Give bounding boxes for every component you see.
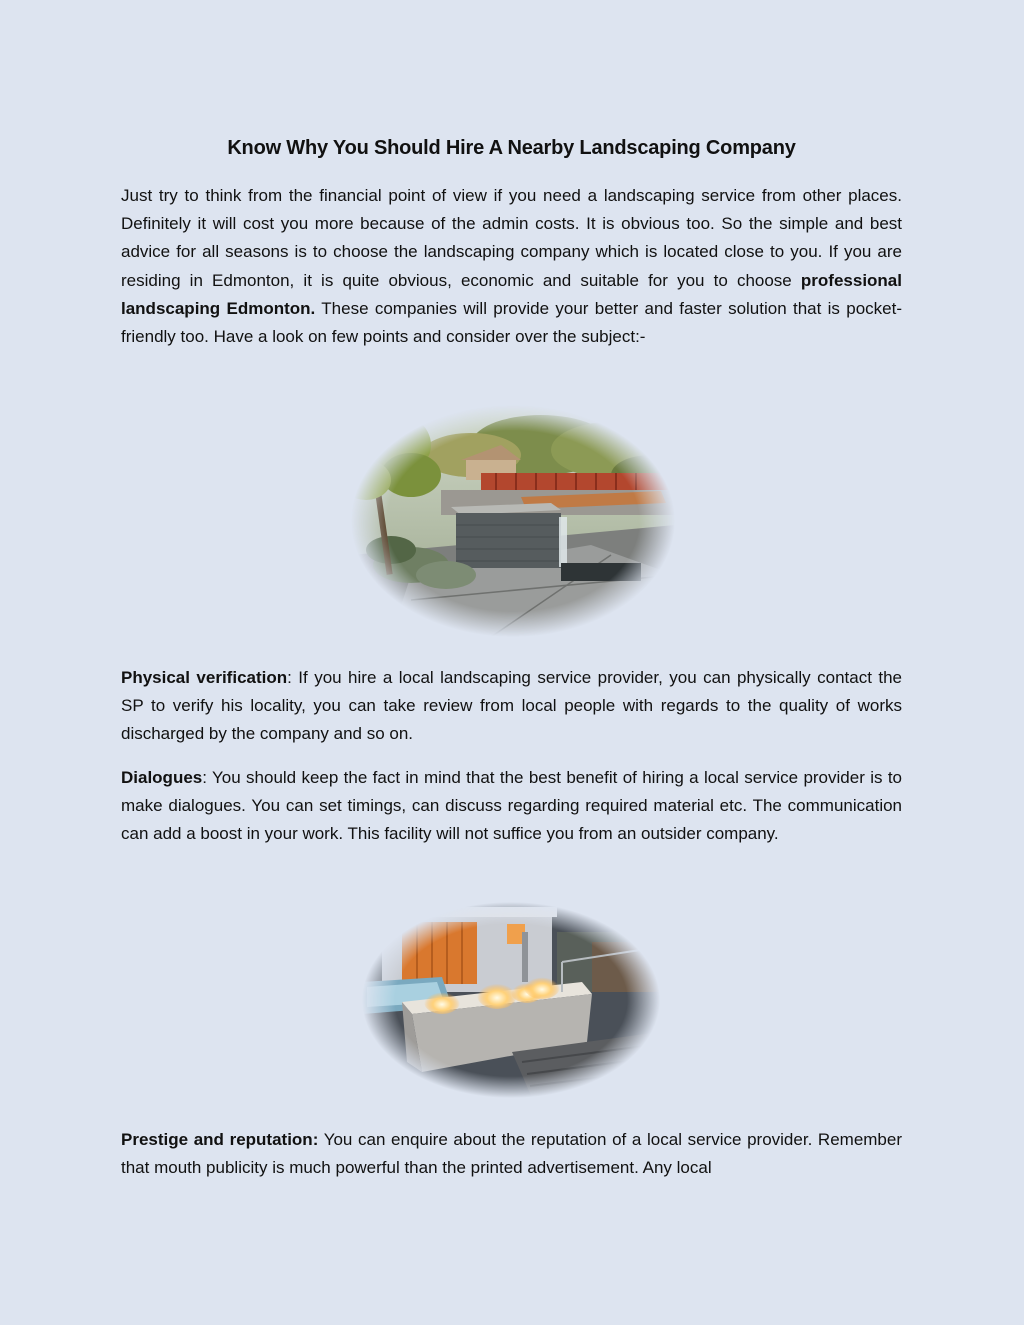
section-text: : You should keep the fact in mind that the best benefit of hiring a local service provider is to make dialogues. You can set timings, can discuss regarding required material etc. The communication can add a boost in your work. This facility will not suffice you from an outsider company. [121, 768, 902, 844]
fire-pit-patio-image [362, 902, 660, 1098]
section-text: : If you hire a local landscaping service provider, you can physically contact the SP to verify his locality, you can take review from local people with regards to the quality of works discharged by the company and so on. [121, 668, 902, 744]
section-heading: Physical verification [121, 668, 288, 687]
intro-paragraph [121, 182, 902, 351]
section-text: You can enquire about the reputation of a local service provider. Remember that mouth publicity is much powerful than the printed advertisement. Any local [121, 1130, 902, 1178]
page-title: Know Why You Should Hire A Nearby Landscaping Company [227, 137, 796, 159]
garden-water-feature-image [351, 405, 675, 637]
dialogues-paragraph [121, 764, 902, 849]
intro-text-end: These companies will provide your better and faster solution that is pocket-friendly too. Have a look on few points and consider over the subject:- [121, 298, 902, 347]
section-heading: Dialogues [121, 768, 203, 787]
prestige-paragraph [121, 1126, 902, 1183]
intro-bold-link-text: professional landscaping Edmonton. [121, 270, 902, 318]
intro-text-start: Just try to think from the financial point of view if you need a landscaping service from other places. Definitely it will cost you more because of the admin costs. It is obvious too. So the simple and best advice for all seasons is to choose the landscaping company which is located close to you. If you are residing in Edmonton, it is quite obvious, economic and suitable for you to choose [121, 186, 902, 290]
section-heading: Prestige and reputation: [121, 1130, 319, 1149]
physical-verification-paragraph [121, 664, 902, 749]
